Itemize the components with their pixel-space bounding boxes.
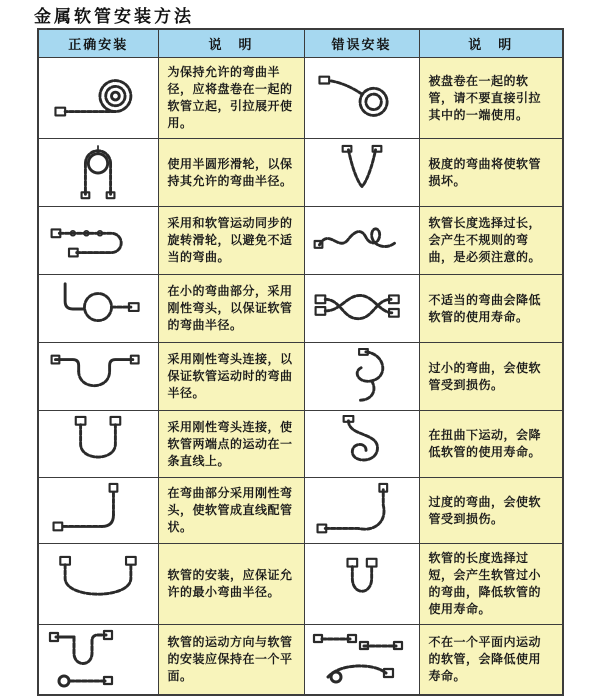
table-row [38,275,563,343]
correct-image-cell [38,625,158,695]
correct-desc-cell [158,58,304,139]
wrong-desc-cell [419,139,563,207]
correct-desc-text: 在弯曲部分采用刚性弯头，使软管成直线配管状。 [167,486,293,534]
wrong-image-cell [304,139,419,207]
overbent-corner-hose-icon [312,482,412,540]
correct-image-cell [38,411,158,478]
wrong-desc-cell [419,58,563,139]
header-wrong-install: 错误安装 [304,29,419,58]
twisted-hose-icon [312,415,412,473]
table-row [38,625,563,695]
wrong-desc-text: 软管长度选择过长，会产生不规则的弯曲，是必须注意的。 [428,216,542,264]
correct-image-cell [38,544,158,625]
correct-image-cell [38,275,158,343]
wrong-image-cell [304,207,419,275]
wrong-image-cell [304,478,419,544]
minimum-bend-radius-u-icon [46,555,150,613]
correct-image-cell [38,478,158,544]
too-small-bend-hose-icon [312,348,412,406]
wrong-desc-cell [419,207,563,275]
wrong-desc-cell [419,275,563,343]
installation-table [37,28,564,696]
correct-desc-text: 软管的安装，应保证允许的最小弯曲半径。 [167,568,293,599]
correct-desc-cell [158,625,304,695]
correct-desc-text: 采用刚性弯头连接，使软管两端点的运动在一条直线上。 [167,419,293,468]
correct-desc-cell [158,544,304,625]
wrong-desc-text: 被盘卷在一起的软管，请不要直接引拉其中的一端使用。 [428,73,542,122]
table-row [38,139,563,207]
wrong-desc-cell [419,478,563,544]
pulled-coil-hose-icon [312,69,412,127]
table-row [38,58,563,139]
correct-desc-cell [158,411,304,478]
header-description-1: 说 明 [158,29,304,58]
correct-desc-text: 为保持允许的弯曲半径，应将盘卷在一起的软管立起，引拉展开使用。 [167,65,293,130]
wrong-image-cell [304,411,419,478]
semicircular-pulley-hose-icon [48,144,148,202]
wrong-desc-cell [419,411,563,478]
correct-image-cell [38,207,158,275]
synchronized-rotating-pulley-icon [46,212,150,270]
correct-desc-text: 在小的弯曲部分，采用刚性弯头，以保证软管的弯曲半径。 [167,284,293,332]
wrong-image-cell [304,544,419,625]
table-header-row [38,29,563,58]
wrong-desc-text: 极度的弯曲将使软管损坏。 [428,156,542,188]
straight-line-elbow-hose-icon [48,482,148,540]
correct-desc-cell [158,478,304,544]
correct-image-cell [38,139,158,207]
correct-desc-cell [158,207,304,275]
coiled-hose-upright-icon [46,69,150,127]
table-row [38,207,563,275]
wrong-desc-cell [419,625,563,695]
wrong-desc-text: 不在一个平面内运动的软管，会降低使用寿命。 [428,634,542,683]
table-row [38,411,563,478]
irregular-bend-hose-icon [312,212,412,270]
wrong-desc-text: 不适当的弯曲会降低软管的使用寿命。 [428,292,542,324]
correct-desc-cell [158,139,304,207]
wrong-desc-text: 过小的弯曲，会使软管受到损伤。 [428,360,542,392]
table-row [38,343,563,411]
wrong-desc-text: 软管的长度选择过短，会产生软管过小的弯曲，降低软管的使用寿命。 [428,551,542,616]
wrong-desc-text: 在扭曲下运动，会降低软管的使用寿命。 [428,428,542,459]
correct-desc-text: 采用和软管运动同步的旋转滑轮，以避免不适当的弯曲。 [167,216,293,264]
correct-desc-cell [158,275,304,343]
wrong-desc-cell [419,544,563,625]
same-plane-motion-hose-icon [48,629,148,689]
wrong-image-cell [304,58,419,139]
table-row [38,478,563,544]
wrong-image-cell [304,625,419,695]
correct-desc-text: 使用半圆形滑轮，以保持其允许的弯曲半径。 [167,156,293,188]
aligned-endpoints-u-hose-icon [48,415,148,473]
rigid-elbow-small-bend-icon [48,280,148,338]
page-title: 金属软管安装方法 [34,7,194,27]
wrong-desc-text: 过度的弯曲，会使软管受到损伤。 [428,494,542,526]
improper-bend-hose-icon [312,280,412,338]
correct-desc-text: 软管的运动方向与软管的安装应保持在一个平面。 [167,634,293,683]
out-of-plane-hose-icon [312,629,412,689]
extreme-bend-hose-icon [312,144,412,202]
table-row [38,544,563,625]
correct-image-cell [38,343,158,411]
header-correct-install: 正确安装 [38,29,158,58]
correct-image-cell [38,58,158,139]
header-description-2: 说 明 [419,29,563,58]
wrong-desc-cell [419,343,563,411]
too-short-hose-u-icon [312,555,412,613]
correct-desc-text: 采用刚性弯头连接，以保证软管运动时的弯曲半径。 [167,352,293,400]
wrong-image-cell [304,343,419,411]
rigid-elbow-connection-icon [48,348,148,406]
wrong-image-cell [304,275,419,343]
correct-desc-cell [158,343,304,411]
